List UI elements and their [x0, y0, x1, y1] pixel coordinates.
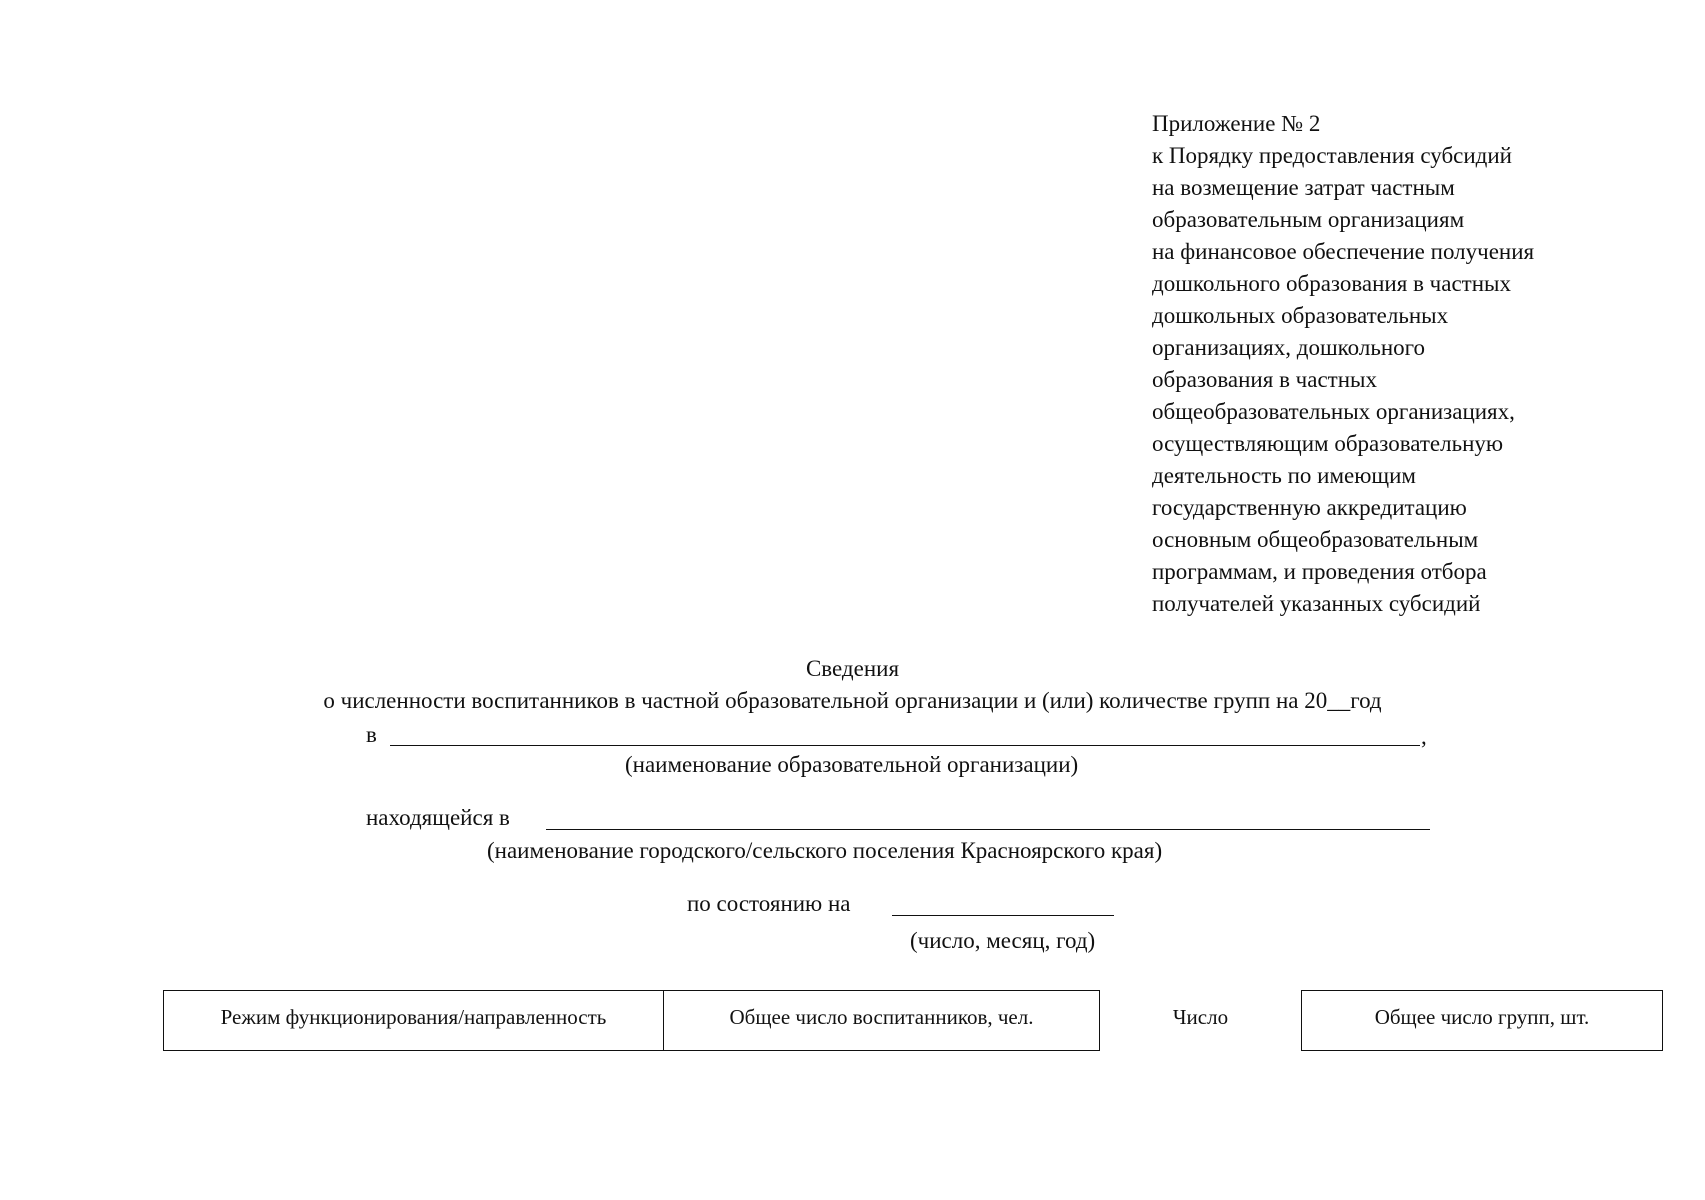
appendix-line: общеобразовательных организациях,: [1152, 399, 1515, 424]
appendix-line: к Порядку предоставления субсидий: [1152, 143, 1512, 168]
form-title: Сведения: [805, 656, 900, 681]
appendix-line: Приложение № 2: [1152, 111, 1321, 136]
org-suffix: ,: [1421, 724, 1427, 749]
org-prefix: в: [366, 722, 377, 747]
appendix-header: [1152, 108, 1672, 620]
appendix-line: государственную аккредитацию: [1152, 495, 1467, 520]
table-header-cell: Общее число воспитанников, чел.: [664, 991, 1100, 1051]
org-name-field[interactable]: [390, 745, 1420, 746]
appendix-line: дошкольного образования в частных: [1152, 271, 1511, 296]
appendix-line: программам, и проведения отбора: [1152, 559, 1487, 584]
location-hint: (наименование городского/сельского поселения Красноярского края): [487, 838, 1163, 863]
appendix-line: дошкольных образовательных: [1152, 303, 1449, 328]
date-field[interactable]: [892, 915, 1114, 916]
table-header-cell: Общее число групп, шт.: [1302, 991, 1663, 1051]
appendix-line: организациях, дошкольного: [1152, 335, 1426, 360]
location-prefix: находящейся в: [366, 805, 510, 830]
appendix-line: осуществляющим образовательную: [1152, 431, 1504, 456]
table-header-cell: Число: [1100, 991, 1302, 1051]
appendix-line: образования в частных: [1152, 367, 1377, 392]
table-header-cell: Режим функционирования/направленность: [164, 991, 664, 1051]
appendix-line: на финансовое обеспечение получения: [1152, 239, 1535, 264]
location-field[interactable]: [546, 829, 1430, 830]
form-subtitle: о численности воспитанников в частной образовательной организации и (или) количестве групп на 20__год: [323, 688, 1382, 713]
appendix-line: основным общеобразовательным: [1152, 527, 1479, 552]
appendix-line: получателей указанных субсидий: [1152, 591, 1481, 616]
appendix-line: на возмещение затрат частным: [1152, 175, 1455, 200]
date-hint: (число, месяц, год): [910, 928, 1096, 953]
data-table: [163, 990, 1663, 1051]
appendix-line: образовательным организациям: [1152, 207, 1465, 232]
appendix-line: деятельность по имеющим: [1152, 463, 1416, 488]
date-prefix: по состоянию на: [687, 891, 851, 916]
table-header-row: [164, 991, 1663, 1051]
org-hint: (наименование образовательной организации): [625, 752, 1079, 777]
